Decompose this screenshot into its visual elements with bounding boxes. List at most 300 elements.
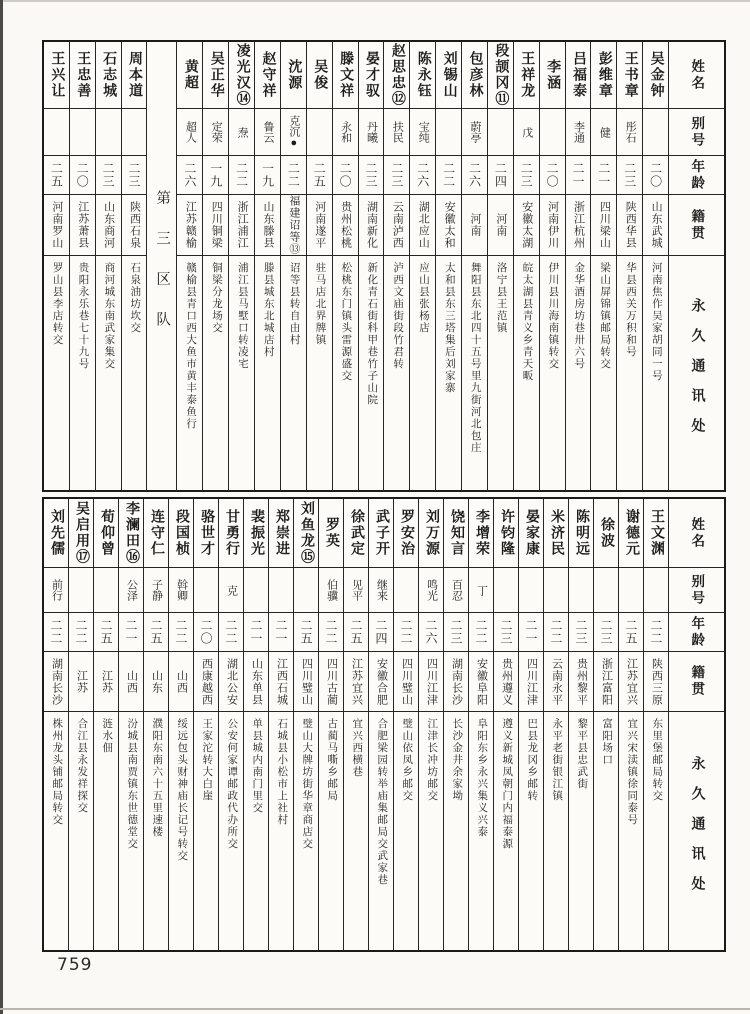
cell-alias (177, 109, 202, 156)
cell-age (333, 156, 358, 195)
person-age: 二六 (467, 162, 482, 188)
cell-address (594, 712, 618, 950)
person-name: 罗安治 (399, 509, 414, 557)
person-address: 涟水佃 (101, 718, 113, 754)
cell-age (244, 613, 268, 652)
cell-native (540, 195, 565, 256)
cell-name (269, 499, 293, 568)
person-age: 二二 (49, 619, 63, 645)
cell-address (410, 256, 435, 490)
cell-address (96, 256, 121, 490)
cell-address (569, 712, 593, 950)
person-name: 荀仰曾 (99, 509, 114, 557)
person-address: 璧山大牌坊街华章商店交 (301, 718, 313, 850)
person-column (268, 499, 293, 950)
cell-native (644, 652, 668, 712)
cell-address (69, 712, 93, 950)
header-cell-native (669, 195, 724, 256)
person-alias: 见平 (350, 579, 363, 601)
person-column (44, 499, 68, 950)
cell-name (544, 499, 568, 568)
cell-address (294, 712, 318, 950)
person-alias: 继来 (375, 579, 388, 601)
person-name: 罗英 (324, 517, 339, 549)
cell-age (566, 156, 591, 195)
person-address: 应山县张杨店 (417, 262, 429, 334)
cell-alias (281, 109, 306, 156)
person-age: 二二 (549, 619, 563, 645)
cell-native (194, 652, 218, 712)
cell-native (169, 652, 193, 712)
cell-age (44, 156, 69, 195)
person-column (493, 499, 518, 950)
person-address: 公安何家谭邮政代办所交 (226, 718, 238, 850)
cell-alias (307, 109, 332, 156)
cell-age (394, 613, 418, 652)
header-label-native: 籍贯 (689, 665, 705, 698)
cell-alias (410, 109, 435, 156)
cell-name (369, 499, 393, 568)
person-column (95, 42, 121, 490)
cell-address (419, 712, 443, 950)
person-age: 二三 (519, 162, 534, 188)
header-column (668, 42, 724, 490)
cell-name (617, 42, 642, 109)
person-address: 洛宁县王范镇 (495, 262, 507, 334)
person-address: 绥远包头财神庙长记号转交 (176, 718, 188, 862)
person-native-place: 浙江富阳 (600, 657, 613, 706)
person-age: 二〇 (648, 162, 663, 188)
person-native-place: 山东武城 (650, 201, 663, 249)
person-name: 徐波 (599, 517, 614, 549)
cell-address (462, 256, 487, 490)
cell-alias (255, 109, 280, 156)
person-alias: 蔚亭 (468, 121, 481, 143)
cell-address (94, 712, 118, 950)
person-address: 东里堡邮局转交 (651, 718, 663, 802)
cell-name (410, 42, 435, 109)
header-cell-alias (669, 109, 724, 156)
cell-native (591, 195, 616, 256)
person-age: 二三 (599, 619, 613, 645)
person-native-place: 湖北公安 (225, 657, 238, 706)
person-age: 二二 (649, 619, 663, 645)
cell-native (359, 195, 384, 256)
cell-native (319, 652, 343, 712)
cell-native (203, 195, 228, 256)
cell-native (444, 652, 468, 712)
person-alias: 李通 (572, 121, 585, 143)
cell-name (591, 42, 616, 109)
person-age: 二一 (524, 619, 538, 645)
person-name: 王文渊 (649, 509, 664, 557)
cell-alias (436, 109, 461, 156)
cell-native (566, 195, 591, 256)
person-column (593, 499, 618, 950)
cell-native (96, 195, 121, 256)
cell-native (643, 195, 668, 256)
cell-age (144, 613, 168, 652)
cell-age (194, 613, 218, 652)
person-address: 泸西文庙街段竹君转 (392, 262, 404, 370)
person-native-place: 安徽阜阳 (475, 657, 488, 706)
person-alias: 戊 (520, 126, 533, 138)
cell-address (229, 256, 254, 490)
person-native-place: 山东滕县 (261, 201, 274, 249)
header-label-alias: 别号 (689, 573, 705, 607)
cell-name (384, 42, 409, 109)
person-native-place: 安徽太湖 (520, 201, 533, 249)
person-name: 李增荣 (474, 509, 489, 557)
cell-age (269, 613, 293, 652)
person-column (318, 499, 343, 950)
person-native-place: 贵州遵义 (500, 657, 513, 706)
person-native-place: 江苏萧县 (76, 201, 89, 249)
person-column (243, 499, 268, 950)
person-column (68, 499, 93, 950)
cell-alias (540, 109, 565, 156)
person-address: 浦江县马墅口转凌宅 (236, 262, 248, 370)
person-address: 单县城内南门里交 (251, 718, 263, 814)
person-age: 二五 (49, 162, 64, 188)
person-column (143, 499, 168, 950)
person-column (643, 499, 668, 950)
person-name: 晏才驭 (363, 51, 379, 99)
cell-alias (244, 568, 268, 613)
person-name: 吴启用⑰ (74, 501, 89, 565)
person-name: 骆世才 (199, 509, 214, 557)
person-address: 遵义新城凤朝门内福泰源 (501, 718, 513, 850)
cell-alias (269, 568, 293, 613)
person-address: 王家沱转大白崖 (201, 718, 213, 802)
person-address: 赣榆县青口西大鱼市黄丰泰鱼行 (185, 262, 197, 430)
cell-address (436, 256, 461, 490)
person-age: 二三 (126, 162, 141, 188)
person-native-place: 河南 (468, 213, 481, 237)
cell-native (177, 195, 202, 256)
cell-name (44, 42, 69, 109)
cell-address (144, 712, 168, 950)
cell-alias (394, 568, 418, 613)
header-label-address: 永久通讯处 (689, 756, 705, 906)
cell-age (307, 156, 332, 195)
cell-age (369, 613, 393, 652)
cell-address (544, 712, 568, 950)
person-alias: 前行 (50, 579, 63, 601)
person-alias: 公泽 (125, 579, 138, 601)
person-native-place: 浙江浦江 (236, 201, 249, 249)
person-alias: 鸣光 (425, 579, 438, 601)
person-name: 吕福泰 (570, 51, 586, 99)
person-name: 王书章 (622, 51, 638, 99)
person-column (168, 499, 193, 950)
person-address: 石泉油坊坎交 (129, 262, 141, 334)
person-name: 包彦林 (467, 51, 483, 99)
person-alias: 超人 (184, 121, 197, 143)
person-address: 汾城县南贾镇东世德堂交 (126, 718, 138, 850)
cell-native (94, 652, 118, 712)
person-name: 赵守祥 (260, 51, 276, 99)
cell-native (344, 652, 368, 712)
cell-alias (333, 109, 358, 156)
person-native-place: 安徽太和 (443, 201, 456, 249)
cell-native (569, 652, 593, 712)
person-age: 二二 (74, 619, 88, 645)
person-native-place: 湖南长沙 (50, 657, 63, 706)
cell-address (488, 256, 513, 490)
scan-edge-bottom (0, 1008, 750, 1010)
cell-native (436, 195, 461, 256)
cell-name (194, 499, 218, 568)
person-native-place: 陕西石泉 (128, 201, 141, 249)
person-address: 宜兴宋渎镇徐同泰号 (626, 718, 638, 826)
cell-address (194, 712, 218, 950)
cell-age (444, 613, 468, 652)
person-age: 二二 (234, 162, 249, 188)
person-name: 郑崇进 (274, 509, 289, 557)
cell-alias (617, 109, 642, 156)
cell-name (281, 42, 306, 109)
cell-address (44, 712, 68, 950)
person-age: 二三 (101, 162, 116, 188)
person-name: 晏家康 (524, 509, 539, 557)
cell-name (462, 42, 487, 109)
person-column (254, 42, 280, 490)
cell-native (294, 652, 318, 712)
cell-address (281, 256, 306, 490)
person-native-place: 河南遂平 (313, 201, 326, 249)
person-alias: 鲁云 (261, 121, 274, 143)
person-alias: 焘 (236, 126, 249, 138)
header-label-name: 姓名 (689, 516, 705, 550)
header-label-age: 年龄 (689, 615, 705, 649)
cell-alias (591, 109, 616, 156)
person-native-place: 山东单县 (250, 657, 263, 706)
person-column (435, 42, 461, 490)
person-native-place: 四川古蔺 (325, 657, 338, 706)
person-native-place: 四川江津 (525, 657, 538, 706)
cell-native (419, 652, 443, 712)
cell-address (566, 256, 591, 490)
cell-address (169, 712, 193, 950)
cell-alias (294, 568, 318, 613)
cell-address (244, 712, 268, 950)
scan-edge-top (0, 0, 750, 2)
person-column (69, 42, 95, 490)
cell-alias (519, 568, 543, 613)
person-column (468, 499, 493, 950)
cell-age (594, 613, 618, 652)
person-column (358, 42, 384, 490)
cell-alias (229, 109, 254, 156)
cell-name (70, 42, 95, 109)
cell-age (281, 156, 306, 195)
person-age: 二二 (286, 162, 301, 188)
cell-native (469, 652, 493, 712)
cell-alias (462, 109, 487, 156)
person-native-place: 河南伊川 (546, 201, 559, 249)
person-name: 彭维章 (596, 51, 612, 99)
cell-age (177, 156, 202, 195)
cell-address (619, 712, 643, 950)
cell-native (333, 195, 358, 256)
person-address: 富阳场口 (601, 718, 613, 766)
person-address: 永平老街银江镇 (551, 718, 563, 802)
person-address: 梁山屏锦镇邮局转交 (599, 262, 611, 370)
cell-address (394, 712, 418, 950)
cell-address (269, 712, 293, 950)
person-native-place: 四川铜梁 (210, 201, 223, 249)
person-age: 二五 (624, 619, 638, 645)
cell-age (70, 156, 95, 195)
person-name: 连守仁 (149, 509, 164, 557)
person-address: 太和县东三塔集后刘家寨 (443, 262, 455, 394)
person-column (176, 42, 202, 490)
person-address: 贵阳永乐巷七十九号 (77, 262, 89, 370)
cell-age (255, 156, 280, 195)
cell-alias (94, 568, 118, 613)
cell-address (44, 256, 69, 490)
cell-address (469, 712, 493, 950)
person-column (343, 499, 368, 950)
cell-name (394, 499, 418, 568)
person-age: 二〇 (338, 162, 353, 188)
person-column (616, 42, 642, 490)
cell-native (410, 195, 435, 256)
header-cell-age (669, 156, 724, 195)
cell-address (119, 712, 143, 950)
cell-age (643, 156, 668, 195)
person-age: 二六 (415, 162, 430, 188)
cell-age (419, 613, 443, 652)
person-native-place: 云南泸西 (391, 201, 404, 249)
person-address: 濮阳东南六十五里速楼 (151, 718, 163, 838)
cell-native (462, 195, 487, 256)
cell-name (643, 42, 668, 109)
cell-address (307, 256, 332, 490)
cell-age (384, 156, 409, 195)
cell-name (444, 499, 468, 568)
cell-age (96, 156, 121, 195)
cell-age (591, 156, 616, 195)
person-native-place: 四川梁山 (598, 201, 611, 249)
cell-address (369, 712, 393, 950)
header-label-alias: 别号 (689, 115, 705, 149)
cell-alias (219, 568, 243, 613)
cell-age (436, 156, 461, 195)
cell-age (494, 613, 518, 652)
cell-address (203, 256, 228, 490)
person-column (461, 42, 487, 490)
cell-address (514, 256, 539, 490)
person-column (409, 42, 435, 490)
person-native-place: 陕西三原 (650, 657, 663, 706)
person-address: 舞阳县东北四十五号里九街河北包庄 (469, 262, 481, 454)
cell-age (462, 156, 487, 195)
person-column (393, 499, 418, 950)
cell-alias (569, 568, 593, 613)
person-address: 黎平县忠武街 (576, 718, 588, 790)
cell-address (344, 712, 368, 950)
cell-name (144, 499, 168, 568)
cell-native (369, 652, 393, 712)
person-column (118, 499, 143, 950)
cell-name (94, 499, 118, 568)
cell-alias (369, 568, 393, 613)
cell-alias (619, 568, 643, 613)
cell-alias (494, 568, 518, 613)
section-label: 第三区队 (154, 190, 171, 352)
cell-alias (469, 568, 493, 613)
person-alias: 丁 (475, 584, 488, 596)
header-cell-native (669, 652, 724, 712)
person-address: 江津长冲坊邮交 (426, 718, 438, 802)
cell-age (229, 156, 254, 195)
cell-native (244, 652, 268, 712)
cell-name (203, 42, 228, 109)
cell-alias (566, 109, 591, 156)
header-cell-name (669, 499, 724, 568)
person-native-place: 山西 (125, 669, 138, 694)
cell-native (44, 195, 69, 256)
person-age: 二一 (274, 619, 288, 645)
person-column (418, 499, 443, 950)
person-name: 陈明远 (574, 509, 589, 557)
cell-address (333, 256, 358, 490)
person-age: 二〇 (75, 162, 90, 188)
section-column (146, 42, 176, 490)
person-native-place: 河南罗山 (50, 201, 63, 249)
cell-name (519, 499, 543, 568)
person-column (518, 499, 543, 950)
cell-name (344, 499, 368, 568)
cell-address (177, 256, 202, 490)
person-native-place: 江苏 (75, 669, 88, 694)
person-native-place: 浙江杭州 (572, 201, 585, 249)
person-native-place: 湖北应山 (417, 201, 430, 249)
person-native-place: 江西石城 (275, 657, 288, 706)
person-column (383, 42, 409, 490)
person-age: 二四 (493, 162, 508, 188)
cell-name (169, 499, 193, 568)
person-age: 二二 (324, 619, 338, 645)
person-column (306, 42, 332, 490)
person-native-place: 江苏宜兴 (350, 657, 363, 706)
cell-name (307, 42, 332, 109)
cell-alias (44, 568, 68, 613)
person-address: 合江县永发祥探交 (76, 718, 88, 814)
roster-table-bottom (42, 497, 726, 952)
header-cell-alias (669, 568, 724, 613)
cell-age (540, 156, 565, 195)
person-name: 凌光汉⑭ (234, 43, 250, 107)
cell-name (494, 499, 518, 568)
person-address: 松桃东门镇头雷源盛交 (340, 262, 352, 382)
cell-name (436, 42, 461, 109)
cell-alias (144, 568, 168, 613)
header-cell-address (669, 256, 724, 490)
cell-address (643, 256, 668, 490)
person-column (93, 499, 118, 950)
person-name: 周本道 (126, 51, 142, 99)
person-name: 李澜田⑯ (124, 501, 139, 565)
cell-age (644, 613, 668, 652)
person-column (642, 42, 668, 490)
person-age: 二一 (570, 162, 585, 188)
cell-address (494, 712, 518, 950)
person-age: 二三 (389, 162, 404, 188)
person-alias: 健 (598, 126, 611, 138)
